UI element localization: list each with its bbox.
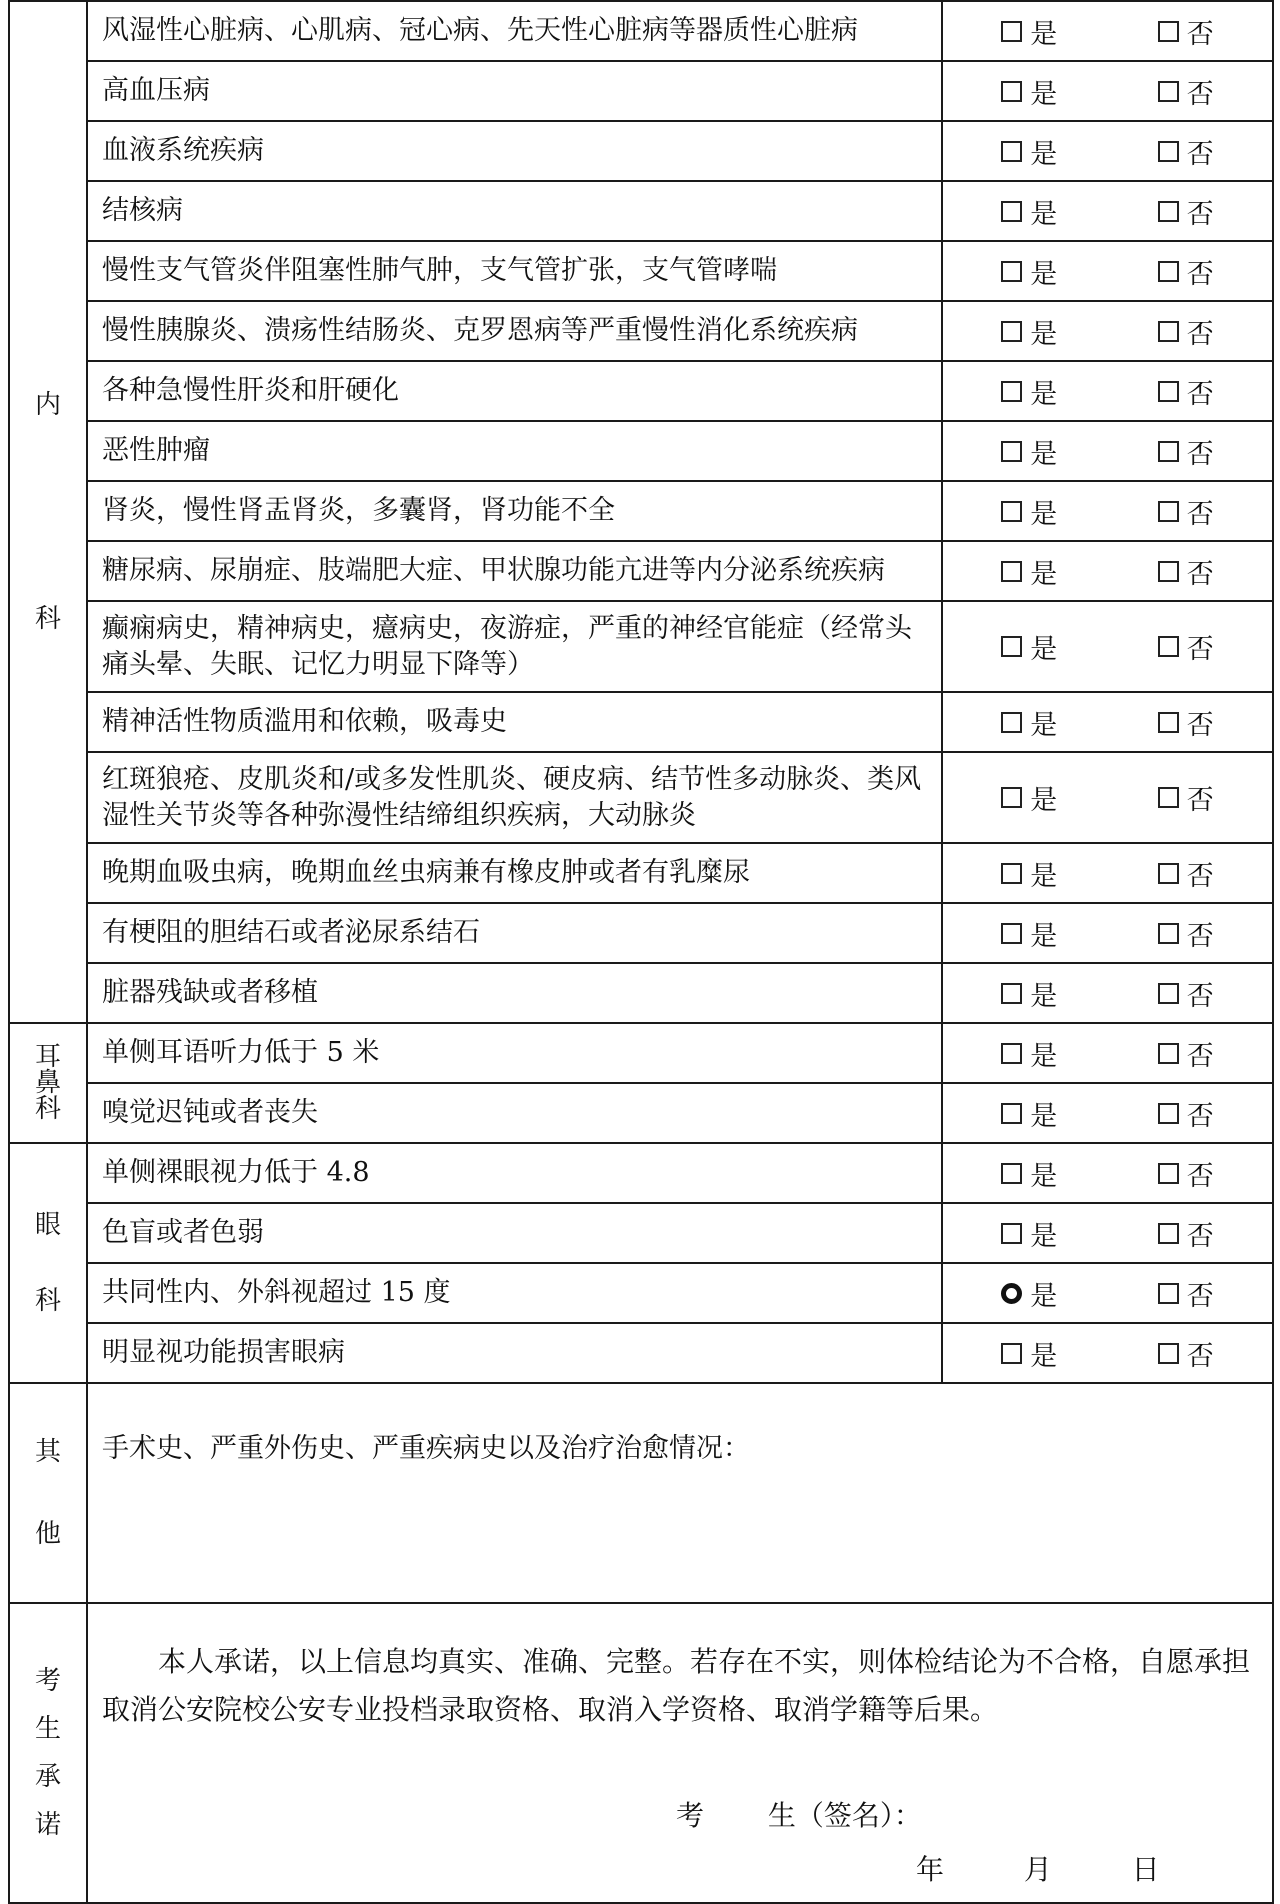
yes-no-options — [942, 1023, 1273, 1083]
category-other — [9, 1383, 87, 1603]
date-month-label: 月 — [1023, 1853, 1052, 1886]
yes-no-options — [942, 181, 1273, 241]
no-option[interactable]: 否 — [1158, 1094, 1214, 1133]
category-label-char: 眼 — [34, 1210, 61, 1240]
checkbox-icon[interactable] — [1158, 1343, 1179, 1364]
category-label-char: 承 — [34, 1762, 61, 1792]
item-label: 精神活性物质滥用和依赖，吸毒史 — [87, 692, 942, 752]
yes-option[interactable]: 是 — [1001, 192, 1057, 231]
checkbox-icon[interactable] — [1158, 863, 1179, 884]
item-label: 慢性胰腺炎、溃疡性结肠炎、克罗恩病等严重慢性消化系统疾病 — [87, 301, 942, 361]
yes-option[interactable]: 是 — [1001, 914, 1057, 953]
item-label: 糖尿病、尿崩症、肢端肥大症、甲状腺功能亢进等内分泌系统疾病 — [87, 541, 942, 601]
yes-option[interactable]: 是 — [1001, 627, 1057, 666]
category-ent — [9, 1023, 87, 1143]
checkbox-icon[interactable] — [1001, 441, 1022, 462]
no-option[interactable]: 否 — [1158, 1034, 1214, 1073]
item-label: 肾炎，慢性肾盂肾炎，多囊肾，肾功能不全 — [87, 481, 942, 541]
yes-option[interactable]: 是 — [1001, 252, 1057, 291]
checkbox-icon[interactable] — [1001, 561, 1022, 582]
item-label: 单侧裸眼视力低于 4.8 — [87, 1143, 942, 1203]
item-label: 有梗阻的胆结石或者泌尿系结石 — [87, 903, 942, 963]
yes-no-options — [942, 963, 1273, 1023]
yes-option[interactable]: 是 — [1001, 854, 1057, 893]
yes-option[interactable]: 是 — [1001, 72, 1057, 111]
medical-history-field[interactable] — [87, 1383, 1273, 1603]
checkbox-icon[interactable] — [1001, 923, 1022, 944]
no-option[interactable]: 否 — [1158, 252, 1214, 291]
no-option[interactable]: 否 — [1158, 552, 1214, 591]
yes-option[interactable]: 是 — [1001, 552, 1057, 591]
yes-option[interactable]: 是 — [1001, 132, 1057, 171]
category-label-char: 他 — [34, 1519, 61, 1549]
no-option[interactable]: 否 — [1158, 312, 1214, 351]
checkbox-icon[interactable] — [1158, 1103, 1179, 1124]
yes-no-options — [942, 843, 1273, 903]
checkbox-icon[interactable] — [1001, 863, 1022, 884]
yes-no-options — [942, 1263, 1273, 1323]
checkbox-icon[interactable] — [1158, 81, 1179, 102]
item-label: 慢性支气管炎伴阻塞性肺气肿，支气管扩张，支气管哮喘 — [87, 241, 942, 301]
yes-option[interactable]: 是 — [1001, 12, 1057, 51]
yes-no-options — [942, 121, 1273, 181]
category-internal-medicine — [9, 1, 87, 1023]
checkbox-icon[interactable] — [1001, 201, 1022, 222]
yes-no-options — [942, 421, 1273, 481]
circle-mark-icon[interactable] — [1001, 1283, 1022, 1304]
checkbox-icon[interactable] — [1158, 712, 1179, 733]
yes-no-options — [942, 61, 1273, 121]
checkbox-icon[interactable] — [1158, 983, 1179, 1004]
category-label-char: 其 — [34, 1437, 61, 1467]
category-label-char: 内 — [34, 390, 61, 420]
item-label: 癫痫病史，精神病史，癔病史，夜游症，严重的神经官能症（经常头痛头晕、失眠、记忆力明显下降等） — [87, 601, 942, 692]
checkbox-icon[interactable] — [1001, 1043, 1022, 1064]
checkbox-icon[interactable] — [1158, 261, 1179, 282]
checkbox-icon[interactable] — [1001, 1163, 1022, 1184]
checkbox-icon[interactable] — [1001, 81, 1022, 102]
checkbox-icon[interactable] — [1001, 321, 1022, 342]
yes-no-options — [942, 241, 1273, 301]
category-label-char: 耳 — [34, 1042, 61, 1072]
category-label-char: 鼻 — [34, 1068, 61, 1098]
no-option[interactable]: 否 — [1158, 132, 1214, 171]
yes-no-options — [942, 601, 1273, 692]
no-option[interactable]: 否 — [1158, 703, 1214, 742]
checkbox-icon[interactable] — [1158, 1223, 1179, 1244]
yes-no-options — [942, 1143, 1273, 1203]
no-option[interactable]: 否 — [1158, 627, 1214, 666]
item-label: 单侧耳语听力低于 5 米 — [87, 1023, 942, 1083]
yes-option[interactable]: 是 — [1001, 1094, 1057, 1133]
item-label: 嗅觉迟钝或者丧失 — [87, 1083, 942, 1143]
signature-label-char: 考 — [676, 1799, 705, 1832]
health-declaration-form — [8, 0, 1272, 1904]
checkbox-icon[interactable] — [1158, 923, 1179, 944]
checkbox-icon[interactable] — [1158, 441, 1179, 462]
date-year-label: 年 — [916, 1853, 945, 1886]
checkbox-icon[interactable] — [1001, 1103, 1022, 1124]
checkbox-icon[interactable] — [1158, 21, 1179, 42]
checkbox-icon[interactable] — [1001, 261, 1022, 282]
yes-option[interactable]: 是 — [1001, 703, 1057, 742]
yes-no-options — [942, 1323, 1273, 1383]
category-label-char: 诺 — [34, 1810, 61, 1840]
category-label-char: 科 — [34, 604, 61, 634]
no-option[interactable]: 否 — [1158, 1334, 1214, 1373]
yes-no-options — [942, 481, 1273, 541]
checkbox-icon[interactable] — [1158, 501, 1179, 522]
checkbox-icon[interactable] — [1001, 1343, 1022, 1364]
checkbox-icon[interactable] — [1158, 321, 1179, 342]
yes-no-options — [942, 1203, 1273, 1263]
item-label: 红斑狼疮、皮肌炎和/或多发性肌炎、硬皮病、结节性多动脉炎、类风湿性关节炎等各种弥漫性结缔组织疾病，大动脉炎 — [87, 752, 942, 843]
date-line[interactable] — [102, 1848, 1258, 1888]
yes-option[interactable]: 是 — [1001, 372, 1057, 411]
no-option[interactable]: 否 — [1158, 974, 1214, 1013]
checkbox-icon[interactable] — [1001, 501, 1022, 522]
checkbox-icon[interactable] — [1001, 21, 1022, 42]
checkbox-icon[interactable] — [1158, 636, 1179, 657]
yes-no-options — [942, 692, 1273, 752]
yes-no-options — [942, 361, 1273, 421]
checkbox-icon[interactable] — [1158, 787, 1179, 808]
no-option[interactable]: 否 — [1158, 1154, 1214, 1193]
checkbox-icon[interactable] — [1158, 1043, 1179, 1064]
item-label: 色盲或者色弱 — [87, 1203, 942, 1263]
yes-no-options — [942, 541, 1273, 601]
checkbox-icon[interactable] — [1001, 141, 1022, 162]
yes-no-options — [942, 1083, 1273, 1143]
signature-line[interactable] — [102, 1794, 1258, 1834]
yes-option[interactable]: 是 — [1001, 778, 1057, 817]
checkbox-icon[interactable] — [1001, 983, 1022, 1004]
medical-history-label: 手术史、严重外伤史、严重疾病史以及治疗治愈情况： — [102, 1433, 750, 1464]
yes-option[interactable]: 是 — [1001, 974, 1057, 1013]
no-option[interactable]: 否 — [1158, 854, 1214, 893]
yes-no-options — [942, 752, 1273, 843]
item-label: 风湿性心脏病、心肌病、冠心病、先天性心脏病等器质性心脏病 — [87, 1, 942, 61]
checkbox-icon[interactable] — [1001, 787, 1022, 808]
yes-option[interactable]: 是 — [1001, 1154, 1057, 1193]
item-label: 脏器残缺或者移植 — [87, 963, 942, 1023]
item-label: 血液系统疾病 — [87, 121, 942, 181]
item-label: 高血压病 — [87, 61, 942, 121]
item-label: 结核病 — [87, 181, 942, 241]
yes-option[interactable]: 是 — [1001, 1034, 1057, 1073]
yes-option[interactable]: 是 — [1001, 492, 1057, 531]
checkbox-icon[interactable] — [1158, 201, 1179, 222]
yes-option[interactable]: 是 — [1001, 1214, 1057, 1253]
yes-option[interactable]: 是 — [1001, 1334, 1057, 1373]
no-option[interactable]: 否 — [1158, 12, 1214, 51]
signature-label: 生（签名）： — [767, 1799, 922, 1832]
item-label: 各种急慢性肝炎和肝硬化 — [87, 361, 942, 421]
yes-no-options — [942, 1, 1273, 61]
item-label: 明显视功能损害眼病 — [87, 1323, 942, 1383]
checkbox-icon[interactable] — [1158, 561, 1179, 582]
no-option[interactable]: 否 — [1158, 372, 1214, 411]
category-candidate-pledge — [9, 1603, 87, 1903]
form-table — [8, 0, 1274, 1904]
yes-option[interactable]: 是 — [1001, 432, 1057, 471]
category-label-char: 生 — [34, 1714, 61, 1744]
no-option[interactable]: 否 — [1158, 914, 1214, 953]
category-label-char: 考 — [34, 1666, 61, 1696]
pledge-text: 本人承诺，以上信息均真实、准确、完整。若存在不实，则体检结论为不合格，自愿承担取消公安院校公安专业投档录取资格、取消入学资格、取消学籍等后果。 — [102, 1645, 1251, 1726]
checkbox-icon[interactable] — [1158, 1283, 1179, 1304]
item-label: 恶性肿瘤 — [87, 421, 942, 481]
checkbox-icon[interactable] — [1001, 636, 1022, 657]
category-label-char: 科 — [34, 1094, 61, 1124]
yes-option[interactable]: 是 — [1001, 312, 1057, 351]
date-day-label: 日 — [1131, 1853, 1160, 1886]
checkbox-icon[interactable] — [1001, 381, 1022, 402]
no-option[interactable]: 否 — [1158, 492, 1214, 531]
checkbox-icon[interactable] — [1001, 712, 1022, 733]
checkbox-icon[interactable] — [1001, 1223, 1022, 1244]
no-option[interactable]: 否 — [1158, 432, 1214, 471]
no-option[interactable]: 否 — [1158, 1274, 1214, 1313]
item-label: 晚期血吸虫病，晚期血丝虫病兼有橡皮肿或者有乳糜尿 — [87, 843, 942, 903]
yes-no-options — [942, 301, 1273, 361]
yes-option[interactable]: 是 — [1001, 1274, 1057, 1313]
category-label-char: 科 — [34, 1286, 61, 1316]
checkbox-icon[interactable] — [1158, 1163, 1179, 1184]
no-option[interactable]: 否 — [1158, 192, 1214, 231]
pledge-section — [87, 1603, 1273, 1903]
checkbox-icon[interactable] — [1158, 141, 1179, 162]
no-option[interactable]: 否 — [1158, 1214, 1214, 1253]
yes-no-options — [942, 903, 1273, 963]
no-option[interactable]: 否 — [1158, 778, 1214, 817]
item-label: 共同性内、外斜视超过 15 度 — [87, 1263, 942, 1323]
checkbox-icon[interactable] — [1158, 381, 1179, 402]
category-ophthalmology — [9, 1143, 87, 1383]
no-option[interactable]: 否 — [1158, 72, 1214, 111]
